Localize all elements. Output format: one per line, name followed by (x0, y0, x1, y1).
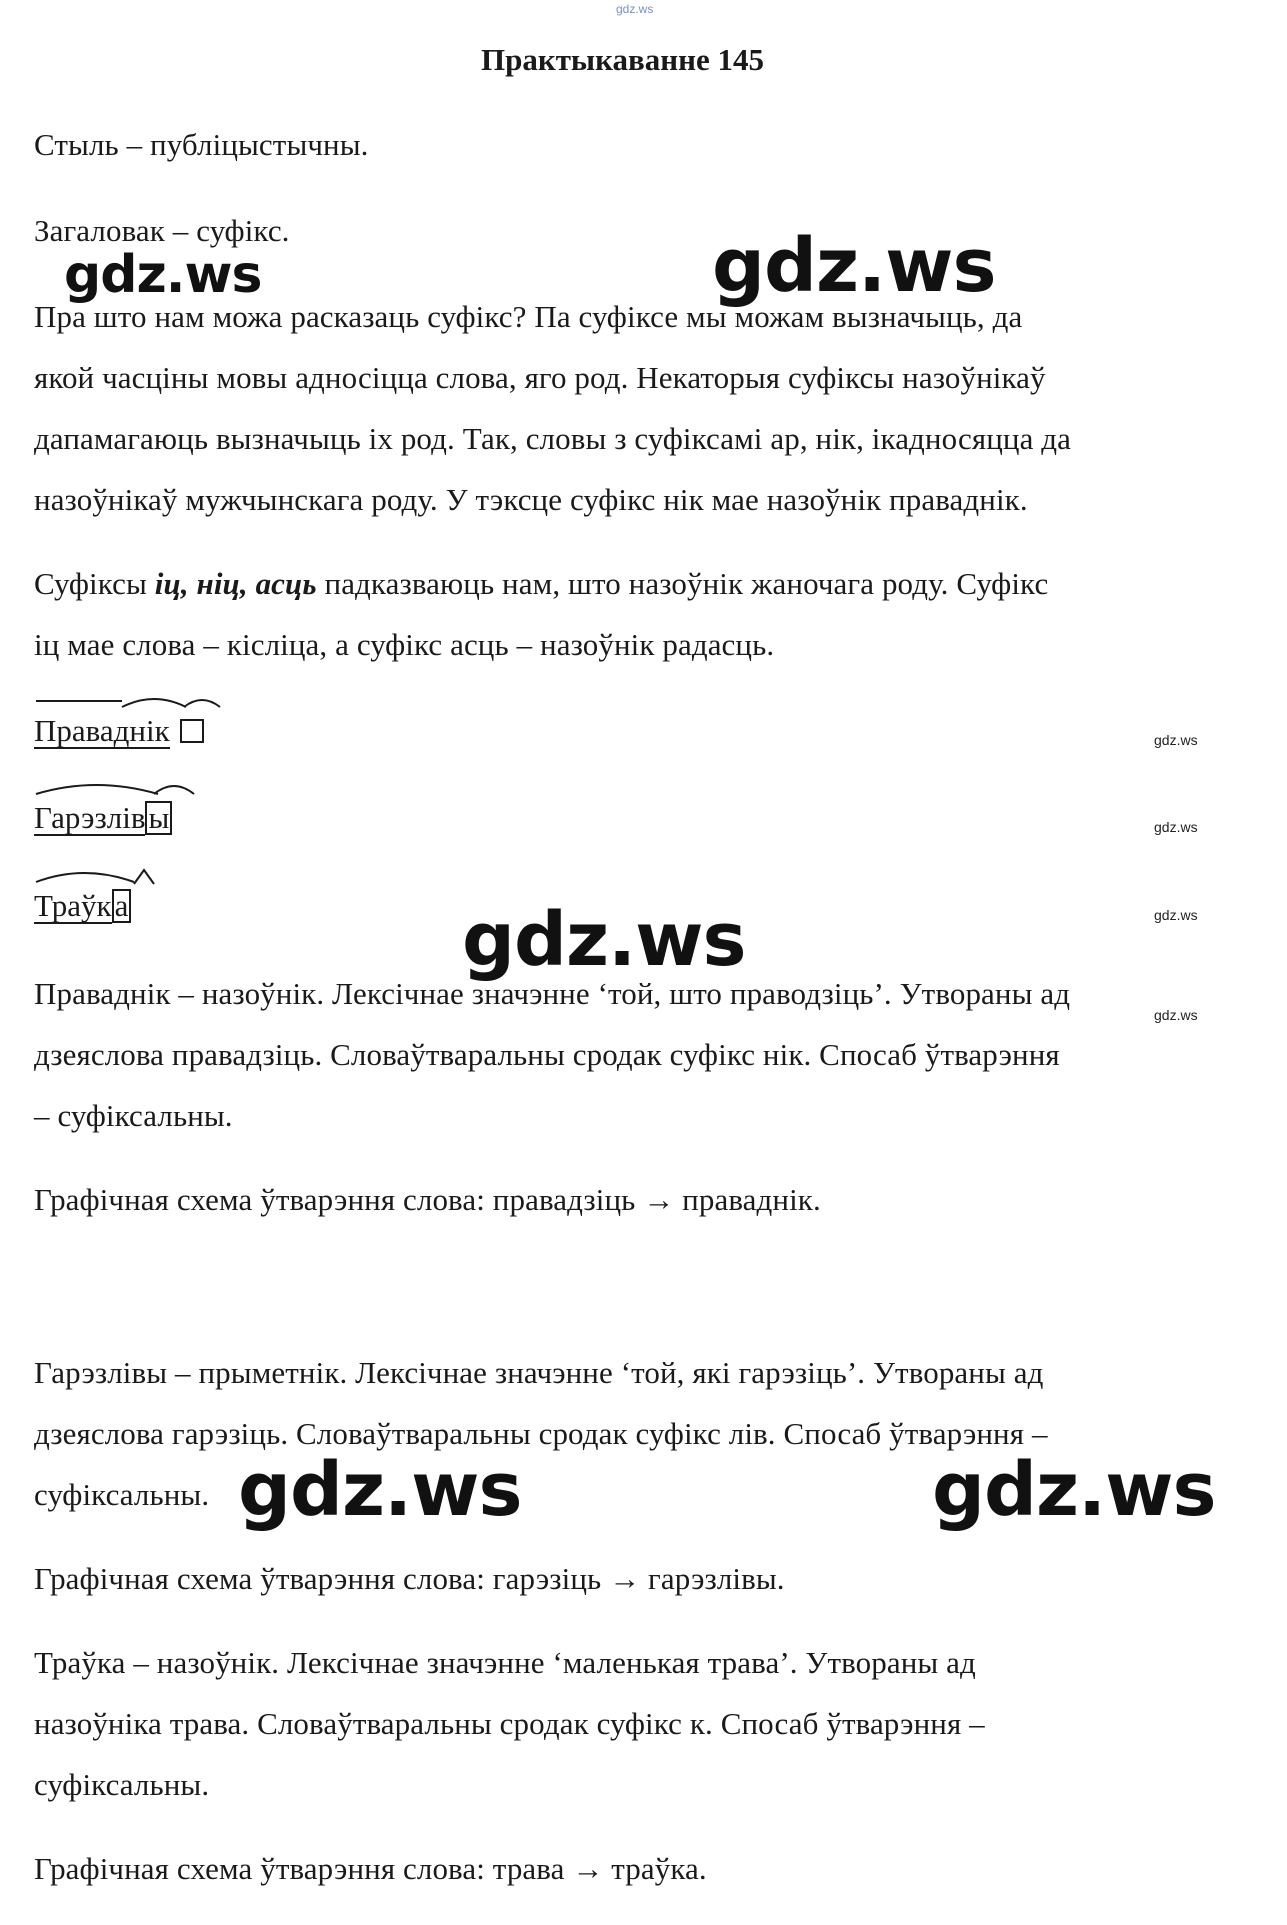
page-title: Практыкаванне 145 (480, 42, 764, 77)
word-pravadnik: Праваднік (34, 713, 170, 748)
morpheme-word-garezlivy (34, 800, 172, 836)
paragraph-2-start: Суфіксы (34, 566, 155, 601)
watermark-big: gdz.ws (238, 1447, 522, 1533)
scheme-3: Графічная схема ўтварэння слова: трава → траўка. (34, 1851, 707, 1886)
paragraph-1-line-1: Пра што нам можа расказаць суфікс? Па суфіксе мы можам вызначыць, да (34, 299, 1023, 334)
stem-garezliv: Гарэзлів (34, 800, 146, 835)
block-2-line-1: Гарэзлівы – прыметнік. Лексічнае значэнне ‘той, які гарэзіць’. Утвораны ад (34, 1355, 1044, 1390)
watermark-big: gdz.ws (64, 245, 262, 305)
heading-line: Загаловак – суфікс. (34, 213, 290, 248)
watermark-top: gdz.ws (616, 2, 654, 16)
suffix-list: іц, ніц, асць (154, 566, 317, 601)
block-1-line-1: Праваднік – назоўнік. Лексічнае значэнне ‘той, што праводзіць’. Утвораны ад (34, 976, 1071, 1011)
ending-a-box: а (112, 889, 132, 923)
paragraph-2-line-1 (34, 566, 1048, 602)
morpheme-word-pravadnik (34, 713, 204, 749)
watermark-big: gdz.ws (932, 1447, 1216, 1533)
paragraph-2-line-2: іц мае слова – кісліца, а суфікс асць – назоўнік радасць. (34, 627, 775, 662)
watermark-small: gdz.ws (1154, 1007, 1198, 1023)
paragraph-1-line-4: назоўнікаў мужчынскага роду. У тэксце суфікс нік мае назоўнік праваднік. (34, 482, 1028, 517)
watermark-big: gdz.ws (462, 897, 746, 983)
paragraph-2-rest: падказваюць нам, што назоўнік жаночага роду. Суфікс (316, 566, 1049, 601)
paragraph-1-line-2: якой часціны мовы адносіцца слова, яго род. Некаторыя суфіксы назоўнікаў (34, 360, 1046, 395)
watermark-small: gdz.ws (1154, 732, 1198, 748)
block-3-line-2: назоўніка трава. Словаўтваральны сродак суфікс к. Спосаб ўтварэння – (34, 1706, 985, 1741)
style-line: Стыль – публіцыстычны. (34, 127, 369, 162)
watermark-small: gdz.ws (1154, 819, 1198, 835)
watermark-small: gdz.ws (1154, 907, 1198, 923)
morpheme-word-trauka (34, 888, 131, 924)
block-3-line-3: суфіксальны. (34, 1767, 210, 1802)
scheme-1: Графічная схема ўтварэння слова: правадзіць → праваднік. (34, 1182, 821, 1217)
paragraph-1-line-3: дапамагаюць вызначыць іх род. Так, словы з суфіксамі ар, нік, ікадносяцца да (34, 421, 1072, 456)
zero-ending-box (180, 719, 204, 743)
block-1-line-2: дзеяслова правадзіць. Словаўтваральны сродак суфікс нік. Спосаб ўтварэння (34, 1037, 1060, 1072)
block-3-line-1: Траўка – назоўнік. Лексічнае значэнне ‘маленькая трава’. Утвораны ад (34, 1645, 976, 1680)
morpheme-marks (34, 870, 234, 890)
stem-traujk: Траўк (34, 888, 112, 923)
scheme-2: Графічная схема ўтварэння слова: гарэзіць → гарэзлівы. (34, 1561, 785, 1596)
block-2-line-2: дзеяслова гарэзіць. Словаўтваральны сродак суфікс лів. Спосаб ўтварэння – (34, 1416, 1048, 1451)
block-2-line-3: суфіксальны. (34, 1477, 210, 1512)
morpheme-marks (34, 782, 234, 802)
morpheme-marks (34, 695, 234, 715)
watermark-big: gdz.ws (712, 223, 996, 309)
ending-y-box: ы (145, 801, 172, 835)
block-1-line-3: – суфіксальны. (34, 1098, 233, 1133)
